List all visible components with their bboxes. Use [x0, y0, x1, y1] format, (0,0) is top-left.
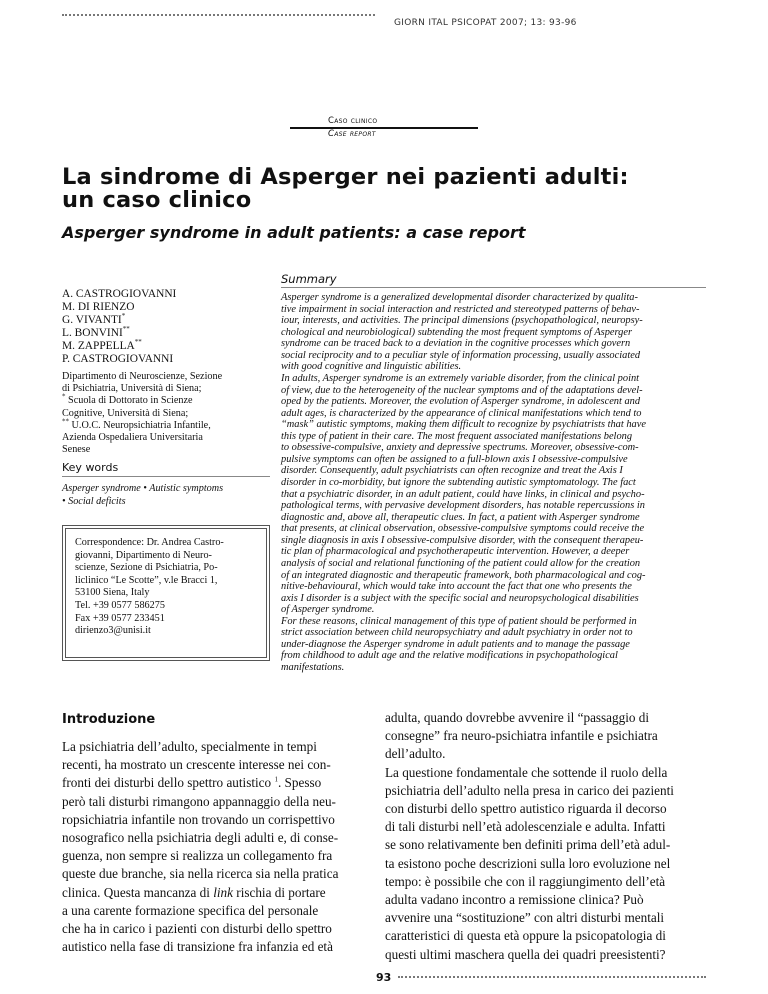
summary-line: this type of patient in their care. The most frequent associated manifestations belong — [281, 430, 633, 442]
body-line: La psichiatria dell’adulto, specialmente in tempi — [62, 739, 317, 754]
body-line: con disturbi dello spettro autistico riguarda il decorso — [385, 801, 667, 817]
header-dotted-rule — [62, 14, 375, 16]
body-line: caratteristici di questa età oppure la psicopatologia di — [385, 928, 666, 944]
summary-line: of view, due to the heterogeneity of the nuclear symptoms and of the adaptations devel- — [281, 384, 643, 396]
body-line: ropsichiatria infantile non trovando un corrispettivo — [62, 811, 335, 827]
correspondence-line: Tel. +39 0577 586275 — [75, 599, 165, 611]
summary-line: pulsive symptoms can often be assigned to a full-blown axis I obsessive-compulsive — [281, 453, 628, 465]
summary-line: single diagnosis in axis I obsessive-compulsive disorder, with the consequent therapeu- — [281, 534, 644, 546]
summary-line: strict association between child neuropsychiatry and adult psychiatry in order not to — [281, 627, 633, 639]
correspondence-box — [62, 525, 270, 661]
summary-line: oped by the patients. Moreover, the evolution of Asperger syndrome, in adolescent and — [281, 396, 641, 408]
summary-line: “mask” autistic symptoms, making them difficult to recognize by psychiatrists that have — [281, 419, 646, 431]
summary-line: manifestations. — [281, 662, 345, 673]
category-label-english: Case report — [328, 129, 376, 139]
correspondence-line: Correspondence: Dr. Andrea Castro- — [75, 537, 224, 548]
title-line: La sindrome di Asperger nei pazienti adulti: — [62, 164, 629, 190]
body-line: consegne” fra neuro-psichiatra infantile e psichiatra — [385, 728, 658, 744]
body-line: se sono relativamente ben definiti prima dell’età adul- — [385, 837, 671, 853]
summary-line: chological and neurobiological) subtending the most frequent symptoms of Asperger — [281, 326, 633, 338]
introduction-right-column — [385, 709, 710, 964]
summary-text — [281, 292, 711, 674]
body-line: ta esistono poche descrizioni sulla loro evoluzione nel — [385, 855, 671, 871]
summary-line: diagnostic and, above all, therapeutic clues. In fact, a patient with Asperger syndrome — [281, 511, 640, 523]
page-number: 93 — [376, 971, 392, 984]
body-line: fronti dei disturbi dello spettro autistico $^1$. Spesso — [62, 775, 322, 791]
keywords-heading: Key words — [62, 461, 119, 474]
keywords-text — [62, 482, 223, 508]
affiliation-line: Azienda Ospedaliera Universitaria — [62, 432, 203, 444]
summary-line: of Asperger syndrome. — [281, 604, 375, 616]
summary-line: from childhood to adult age and the relative modifications in psychopathological — [281, 650, 618, 662]
author: A. CASTROGIOVANNI — [62, 288, 177, 300]
body-line: dell’adulto. — [385, 746, 446, 762]
correspondence-line: giovanni, Dipartimento di Neuro- — [75, 549, 212, 561]
summary-line: under-diagnose the Asperger syndrome in adult patients and to manage the passage — [281, 638, 630, 650]
title-line: un caso clinico — [62, 187, 252, 213]
author: M. DI RIENZO — [62, 301, 135, 314]
affiliation-line: ** U.O.C. Neuropsichiatria Infantile, — [62, 417, 211, 431]
author: G. VIVANTI* — [62, 312, 126, 327]
correspondence-line: liclinico “Le Scotte”, v.le Bracci 1, — [75, 574, 218, 586]
introduction-left-column — [62, 738, 364, 956]
summary-line: disorder. Consequently, adult psychiatrists can often recognize and treat the Axis I — [281, 465, 623, 477]
author: M. ZAPPELLA** — [62, 338, 142, 353]
summary-line: disorder in co-morbidity, but ignore the subtending autistic symptomatology. The fact — [281, 477, 636, 488]
body-line: La questione fondamentale che sottende il ruolo della — [385, 764, 668, 780]
affiliation-line: * Scuola di Dottorato in Scienze — [62, 393, 193, 407]
body-line: recenti, ha mostrato un crescente interesse nei con- — [62, 757, 331, 773]
correspondence-line: scienze, Sezione di Psichiatria, Po- — [75, 562, 218, 574]
summary-line: tic plan of pharmacological and psychotherapeutic intervention. However, a deeper — [281, 546, 630, 558]
category-rule — [290, 127, 478, 129]
correspondence-email[interactable]: dirienzo3@unisi.it — [75, 625, 151, 637]
body-line: autistico nella fase di transizione fra infanzia ed età — [62, 939, 333, 955]
body-line: psichiatria dell’adulto nella presa in carico dei pazienti — [385, 782, 674, 798]
body-line: però tali disturbi rimangono appannaggio della neu- — [62, 793, 336, 809]
body-line: a una carente formazione specifica del personale — [62, 902, 319, 918]
summary-line: tive impairment in social interaction and restricted and stereotyped patterns of behav- — [281, 303, 640, 315]
summary-line: that a psychiatric disorder, in an adult patient, could have links, in clinical and psycho- — [281, 488, 645, 500]
introduction-heading: Introduzione — [62, 712, 156, 727]
footer-dotted-rule — [398, 976, 706, 978]
summary-heading: Summary — [281, 272, 337, 286]
article-title — [62, 166, 722, 212]
summary-rule — [281, 287, 706, 288]
keywords-rule — [62, 476, 270, 477]
affiliation-line: di Psichiatria, Università di Siena; — [62, 383, 202, 395]
correspondence-inner — [65, 528, 267, 658]
category-label-italian: Caso clinico — [328, 116, 378, 126]
body-line: adulta vadano incontro a remissione clinica? Può — [385, 892, 644, 908]
body-line: guenza, non sempre si realizza un collegamento fra — [62, 848, 333, 864]
affiliations — [62, 371, 258, 456]
summary-line: syndrome can be traced back to a deviation in the cognitive processes which govern — [281, 338, 631, 350]
summary-line: iour, interests, and activities. The principal dimensions (psychopathological, neuropsy- — [281, 315, 643, 327]
body-line: nosografico nella psichiatria degli adulti e, di conse- — [62, 830, 339, 846]
summary-line: For these reasons, clinical management of this type of patient should be performed in — [281, 615, 637, 627]
keywords-line: Asperger syndrome • Autistic symptoms — [62, 483, 224, 494]
body-line: questi ultimi maschera quella dei quadri preesistenti? — [385, 946, 666, 962]
affiliation-line: Dipartimento di Neuroscienze, Sezione — [62, 371, 223, 382]
correspondence-line: 53100 Siena, Italy — [75, 587, 150, 599]
summary-line: axis I disorder is a subject with the specific social and neuropsychological disabilities — [281, 592, 639, 604]
body-line: queste due branche, sia nella ricerca sia nella pratica — [62, 866, 339, 882]
affiliation-line: Senese — [62, 444, 91, 456]
summary-line: nitive-behavioural, which would take into account the fact that one who presents the — [281, 581, 632, 593]
body-line: tempo: è possibile che con il raggiungimento dell’età — [385, 873, 666, 889]
body-line: adulta, quando dovrebbe avvenire il “passaggio di — [385, 710, 650, 725]
body-line: di tali disturbi nell’età adolescenziale e adulta. Infatti — [385, 819, 666, 835]
affiliation-line: Cognitive, Università di Siena; — [62, 407, 189, 419]
author-list — [62, 288, 176, 367]
reference-mark[interactable]: 1 — [274, 776, 278, 785]
summary-line: Asperger syndrome is a generalized developmental disorder characterized by qualita- — [281, 292, 638, 303]
summary-line: social reciprocity and to a peculiar style of information processing, usually associated — [281, 349, 641, 361]
summary-line: analysis of social and relational functioning of the patient could allow for the creation — [281, 557, 641, 569]
summary-line: adult ages, is characterized by the appearance of clinical manifestations which tend to — [281, 407, 642, 419]
correspondence-line: Fax +39 0577 233451 — [75, 612, 165, 624]
summary-line: that presents, at clinical observation, obsessive-compulsive symptoms could receive the — [281, 523, 645, 535]
body-line: clinica. Questa mancanza di link rischia di portare — [62, 884, 326, 900]
summary-line: In adults, Asperger syndrome is an extremely variable disorder, from the clinical point — [281, 372, 640, 384]
summary-line: of an integrated diagnostic and therapeutic framework, both pharmacological and cog- — [281, 569, 646, 581]
keywords-line: • Social deficits — [62, 496, 126, 507]
journal-header: GIORN ITAL PSICOPAT 2007; 13: 93-96 — [394, 18, 577, 28]
summary-line: to obsessive-compulsive, anxiety and depressive spectrums. Moreover, obsessive-com- — [281, 442, 639, 454]
author: P. CASTROGIOVANNI — [62, 353, 174, 366]
summary-line: pathological terms, with pervasive development disorders, has notable repercussions in — [281, 500, 645, 512]
body-line: avvenire una “sostituzione” con altri disturbi mentali — [385, 910, 665, 926]
summary-line: with good cognitive and linguistic abilities. — [281, 361, 462, 373]
author: L. BONVINI** — [62, 325, 130, 340]
body-line: che ha in carico i pazienti con disturbi dello spettro — [62, 921, 332, 937]
article-subtitle: Asperger syndrome in adult patients: a case report — [62, 223, 526, 242]
